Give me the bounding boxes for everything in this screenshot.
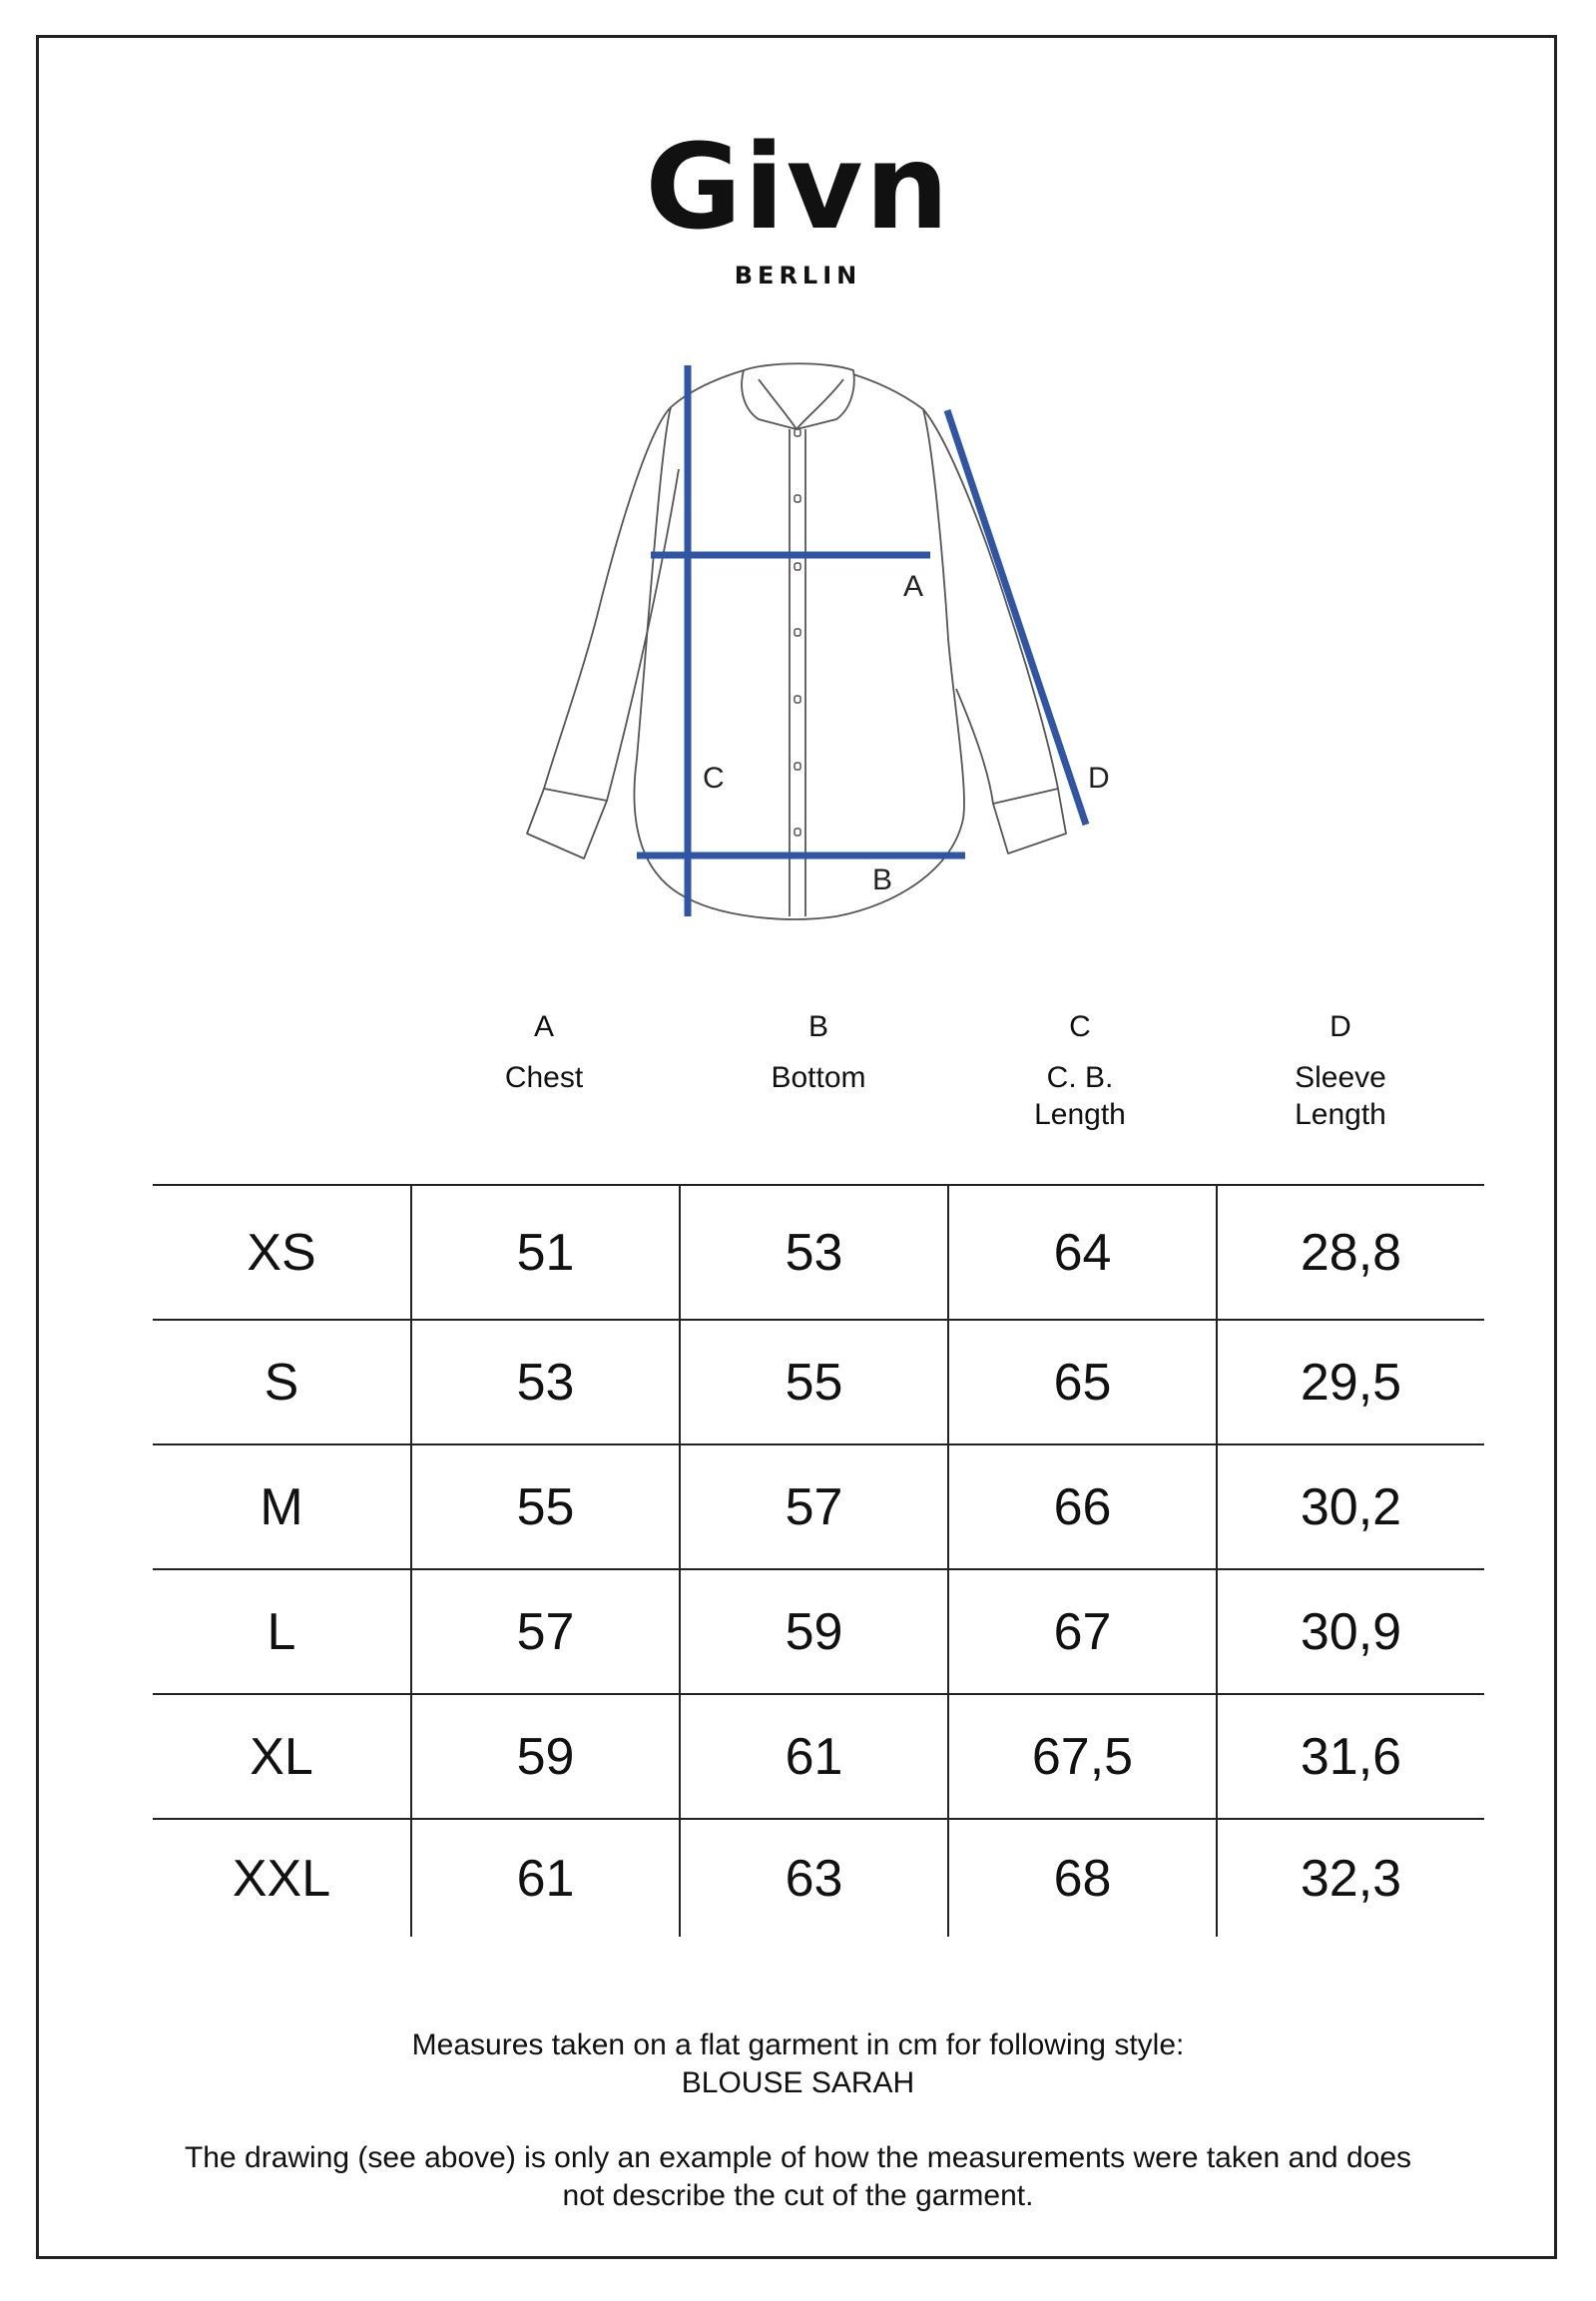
table-row	[153, 1320, 1484, 1444]
brand-logo: Givn	[645, 118, 951, 256]
sleeve-length-cell: 28,8	[1217, 1185, 1484, 1320]
chest-cell: 59	[411, 1694, 680, 1819]
sleeve-length-cell: 30,9	[1217, 1569, 1484, 1694]
table-row	[153, 1569, 1484, 1694]
column-name: C. B. Length	[1034, 1061, 1126, 1131]
column-header-chest	[414, 1008, 674, 1096]
back-length-cell: 66	[948, 1444, 1217, 1569]
column-letter: C	[1069, 1010, 1091, 1043]
back-length-cell: 64	[948, 1185, 1217, 1320]
chest-cell: 53	[411, 1320, 680, 1444]
measurement-note	[60, 2026, 1536, 2102]
measurement-note-line: Measures taken on a flat garment in cm for following style:	[411, 2028, 1185, 2061]
size-cell: XS	[153, 1185, 411, 1320]
size-cell: M	[153, 1444, 411, 1569]
sleeve-length-cell: 32,3	[1217, 1819, 1484, 1937]
bottom-cell: 55	[680, 1320, 948, 1444]
size-cell: XXL	[153, 1819, 411, 1937]
sleeve-length-cell: 31,6	[1217, 1694, 1484, 1819]
style-name: BLOUSE SARAH	[681, 2066, 915, 2099]
column-header-back-length	[950, 1008, 1210, 1133]
brand-city: BERLIN	[734, 262, 862, 289]
back-length-cell: 65	[948, 1320, 1217, 1444]
column-letter: A	[533, 1010, 554, 1043]
sleeve-length-cell: 30,2	[1217, 1444, 1484, 1569]
measure-line-sleeve	[947, 410, 1086, 825]
bottom-cell: 61	[680, 1694, 948, 1819]
chest-cell: 51	[411, 1185, 680, 1320]
sleeve-length-cell: 29,5	[1217, 1320, 1484, 1444]
bottom-cell: 63	[680, 1819, 948, 1937]
bottom-cell: 59	[680, 1569, 948, 1694]
column-name: Bottom	[771, 1061, 866, 1094]
column-header-sleeve-length	[1211, 1008, 1470, 1133]
table-row	[153, 1185, 1484, 1320]
size-cell: XL	[153, 1694, 411, 1819]
table-row	[153, 1694, 1484, 1819]
table-row	[153, 1444, 1484, 1569]
chest-cell: 61	[411, 1819, 680, 1937]
column-name: Chest	[504, 1061, 584, 1094]
back-length-cell: 67,5	[948, 1694, 1217, 1819]
column-header-bottom	[689, 1008, 948, 1096]
bottom-cell: 53	[680, 1185, 948, 1320]
column-letter: D	[1330, 1010, 1351, 1043]
back-length-cell: 68	[948, 1819, 1217, 1937]
table-row	[153, 1819, 1484, 1937]
disclaimer-line: not describe the cut of the garment.	[562, 2179, 1034, 2212]
back-length-cell: 67	[948, 1569, 1217, 1694]
size-chart-table	[153, 1184, 1484, 1937]
disclaimer-line: The drawing (see above) is only an example of how the measurements were taken and does	[184, 2141, 1412, 2174]
diagram-label-c: C	[703, 762, 725, 795]
size-cell: S	[153, 1320, 411, 1444]
column-letter: B	[807, 1010, 828, 1043]
column-name: Sleeve Length	[1295, 1061, 1386, 1131]
placket-buttons	[795, 429, 800, 836]
blouse-measurement-diagram	[499, 349, 1118, 948]
diagram-label-d: D	[1088, 762, 1110, 795]
chest-cell: 55	[411, 1444, 680, 1569]
diagram-label-a: A	[903, 570, 924, 603]
bottom-cell: 57	[680, 1444, 948, 1569]
size-cell: L	[153, 1569, 411, 1694]
chest-cell: 57	[411, 1569, 680, 1694]
diagram-label-b: B	[872, 863, 893, 896]
drawing-disclaimer	[60, 2139, 1536, 2215]
